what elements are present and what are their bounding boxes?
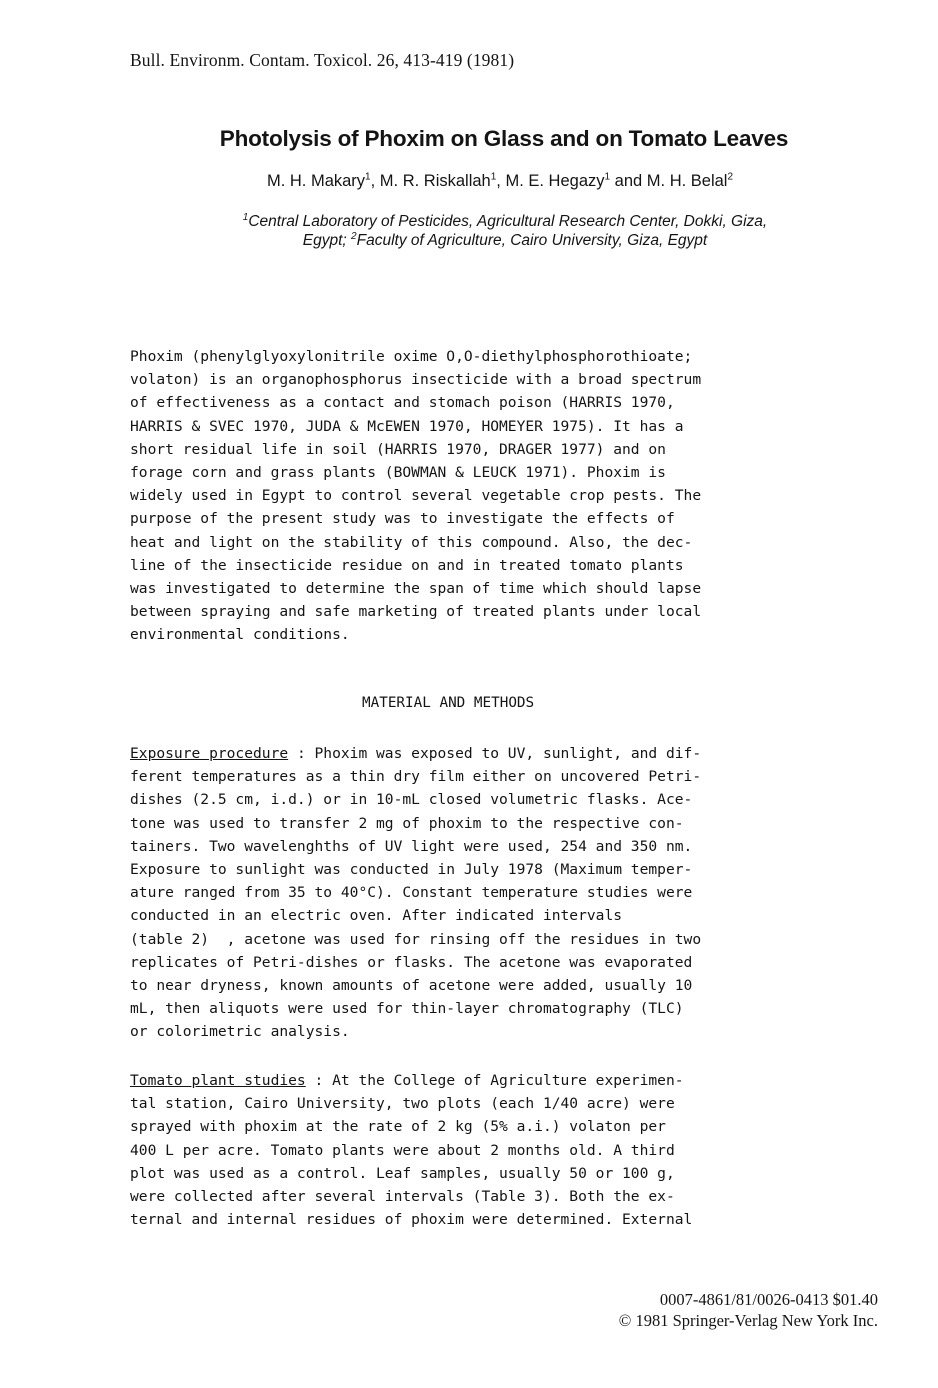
intro-paragraph: Phoxim (phenylglyoxylonitrile oxime O,O-diethylphosphorothioate; volaton) is an organophosphorus insecticide with a broad spectrum of effectiveness as a contact and stomach poison (HARRIS 1970, HARRIS & SVEC 1970, JUDA & McEWEN 1970, HOMEYER 1975). It has a short residual life in soil (HARRIS 1970, DRAGER 1977) and on forage corn and grass plants (BOWMAN & LEUCK 1971). Phoxim is widely used in Egypt to control several vegetable crop pests. The purpose of the present study was to investigate the effects of heat and light on the stability of this compound. Also, the dec- line of the insecticide residue on and in treated tomato plants was investigated to determine the span of time which should lapse between spraying and safe marketing of treated plants under local environmental conditions. xyxy=(130,348,702,644)
article-title: Photolysis of Phoxim on Glass and on Tomato Leaves xyxy=(219,126,789,151)
author-3-affil-mark: 1 xyxy=(604,171,611,183)
section-heading: MATERIAL AND METHODS xyxy=(362,695,535,711)
author-2: M. R. Riskallah xyxy=(379,172,491,190)
journal-citation: Bull. Environm. Contam. Toxicol. 26, 413-419 (1981) xyxy=(130,50,515,70)
affil-mark-1: 1 xyxy=(242,211,249,223)
author-separator: , xyxy=(496,172,506,190)
tomato-run-in-heading: Tomato plant studies xyxy=(130,1072,306,1089)
affiliation-1-end: Egypt; xyxy=(302,232,352,249)
article-code: 0007-4861/81/0026-0413 $01.40 xyxy=(659,1290,878,1309)
author-2-affil-mark: 1 xyxy=(490,171,497,183)
author-separator: , xyxy=(370,172,380,190)
exposure-paragraph xyxy=(130,742,830,1044)
copyright-line: © 1981 Springer-Verlag New York Inc. xyxy=(618,1311,878,1330)
author-4-affil-mark: 2 xyxy=(727,171,734,183)
author-4: M. H. Belal xyxy=(646,172,728,190)
author-1: M. H. Makary xyxy=(266,172,366,190)
author-1-affil-mark: 1 xyxy=(365,171,371,183)
affil-mark-2: 2 xyxy=(351,230,357,242)
author-conjunction: and xyxy=(610,172,647,190)
tomato-first-line: : At the College of Agriculture experimen- xyxy=(305,1072,684,1089)
affiliation-1: Central Laboratory of Pesticides, Agricultural Research Center, Dokki, Giza, xyxy=(248,213,768,230)
author-list xyxy=(0,172,938,191)
exposure-first-line: : Phoxim was exposed to UV, sunlight, and dif- xyxy=(288,745,702,762)
author-3: M. E. Hegazy xyxy=(505,172,605,190)
exposure-body: ferent temperatures as a thin dry film either on uncovered Petri- dishes (2.5 cm, i.d.) or in 10-mL closed volumetric flasks. Ace- tone was used to transfer 2 mg of phoxim to the respective con- tainers. Two wavelenghths of UV light were used, 254 and 350 nm. Exposure to sunlight was conducted in July 1978 (Maximum temper- ature ranged from 35 to 40°C). Constant temperature studies were conducted in an electric oven. After indicated intervals (table 2) , acetone was used for rinsing off the residues in two replicates of Petri-dishes or flasks. The acetone was evaporated to near dryness, known amounts of acetone were added, usually 10 mL, then aliquots were used for thin-layer chromatography (TLC) or colorimetric analysis. xyxy=(130,768,702,1041)
tomato-paragraph xyxy=(130,1069,830,1231)
affiliations xyxy=(150,212,860,250)
tomato-body: tal station, Cairo University, two plots (each 1/40 acre) were sprayed with phoxim at the rate of 2 kg (5% a.i.) volaton per 400 L per acre. Tomato plants were about 2 months old. A third plot was used as a control. Leaf samples, usually 50 or 100 g, were collected after several intervals (Table 3). Both the ex- ternal and internal residues of phoxim were determined. External xyxy=(130,1095,693,1229)
exposure-run-in-heading: Exposure procedure xyxy=(130,745,289,762)
page-footer xyxy=(619,1289,878,1331)
affiliation-2: Faculty of Agriculture, Cairo University, Giza, Egypt xyxy=(356,232,708,249)
